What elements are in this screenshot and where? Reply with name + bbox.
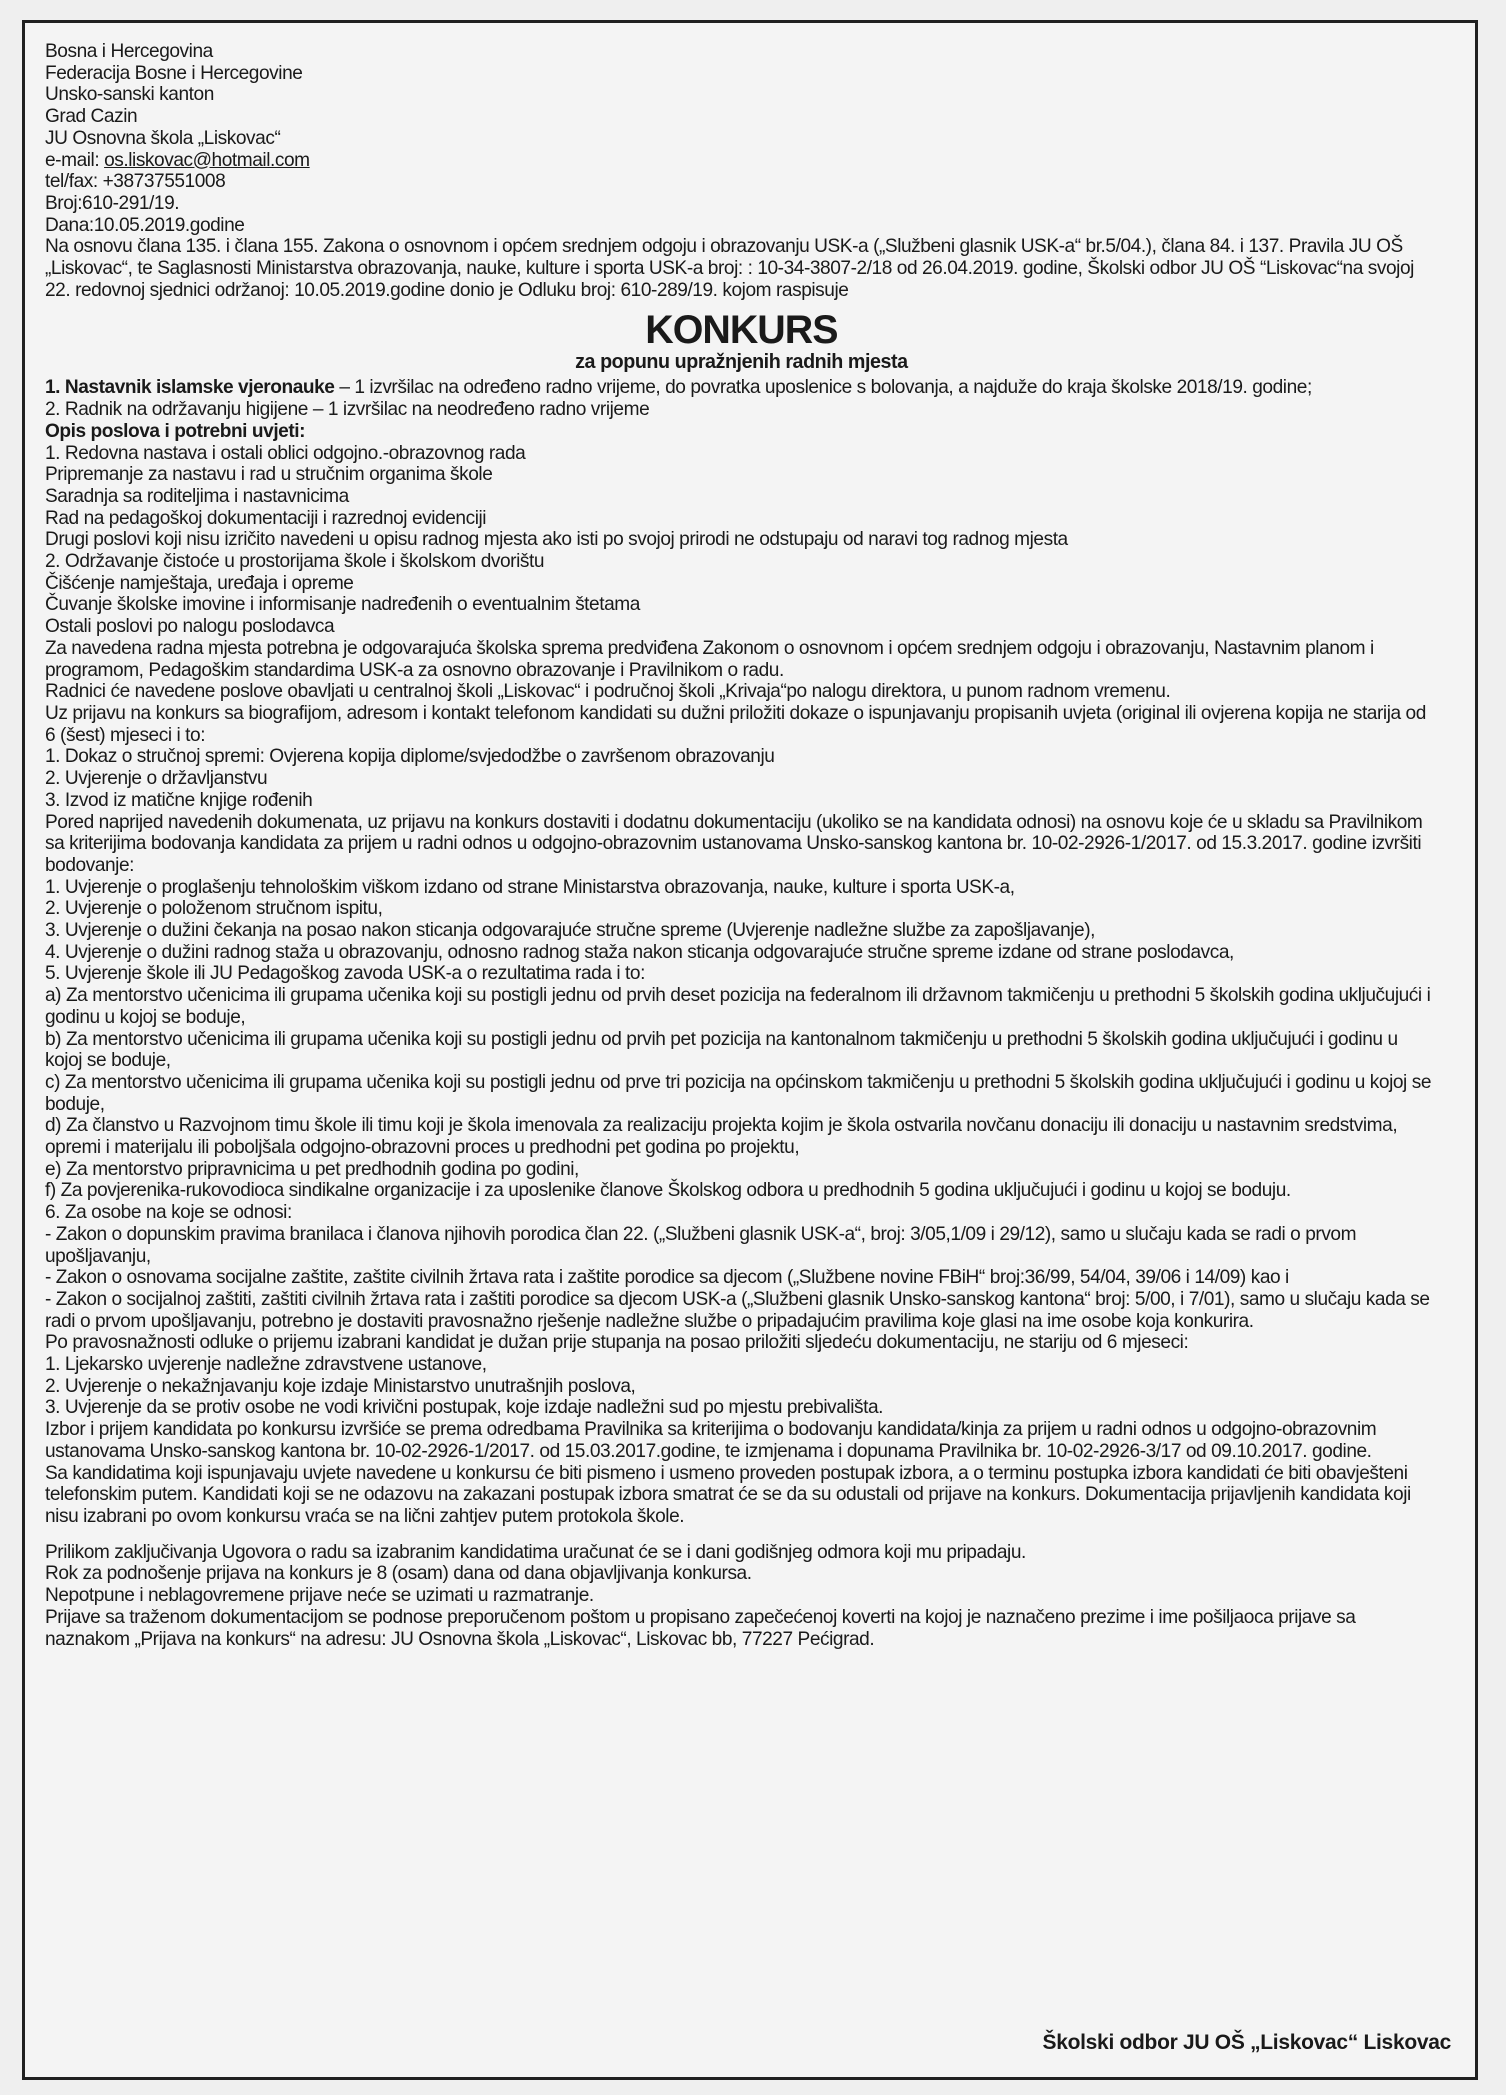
additional-doc-item: 1. Uvjerenje o proglašenju tehnološkim viškom izdano od strane Ministarstva obrazovanja, nauke, kulture i sporta USK-a, bbox=[45, 875, 1015, 898]
final-paragraph: Nepotpune i neblagovremene prijave neće se uzimati u razmatranje. bbox=[45, 1584, 594, 1607]
intro-paragraph: Na osnovu člana 135. i člana 155. Zakona o osnovnom i općem srednjem odgoju i obrazovanju USK-a („Službeni glasnik USK-a“ br.5/04.), člana 84. i 137. Pravila JU OŠ „Liskovac“, te Saglasnosti Ministarstva obrazovanja, nauke, kulture i sporta USK-a broj: : 10-34-3807-2/18 od 26.04.2019. godine, Školski odbor JU OŠ “Liskovac“na svojoj 22. redovnoj sjednici održanoj: 10.05.2019.godine donio je Odluku broj: 610-289/19. kojom raspisuje bbox=[45, 235, 1414, 301]
final-paragraph: Prilikom zaključivanja Ugovora o radu sa izabranim kandidatima uračunat će se i dani godišnjeg odmora koji mu pripadaju. bbox=[45, 1540, 1026, 1563]
duties-heading: Opis poslova i potrebni uvjeti: bbox=[45, 419, 306, 442]
body-paragraph: Za navedena radna mjesta potrebna je odgovarajuća školska sprema predviđena Zakonom o osnovnom i općem srednjem odgoju i obrazovanju, Nastavnim planom i programom, Pedagoškim standardima USK-a za osnovno obrazovanje i Pravilnikom o radu. bbox=[45, 636, 1374, 681]
additional-docs-intro: Pored naprijed navedenih dokumenata, uz prijavu na konkurs dostaviti i dodatnu dokumentaciju (ukoliko se na kandidata odnosi) na osnovu koje će u skladu sa Pravilnikom sa kriterijima bodovanja kandidata za prijem u radni odnos u odgojno-obrazovnim ustanovama Unsko-sanskog kantona br. 10-02-2926-1/2017. od 15.3.2017. godine izvršiti bodovanje: bbox=[45, 810, 1423, 876]
required-docs-list bbox=[45, 746, 1438, 811]
announcement-frame bbox=[22, 20, 1478, 2080]
additional-doc-item: 3. Uvjerenje o dužini čekanja na posao nakon sticanja odgovarajuće stručne spreme (Uvjerenje nadležne službe za zapošljavanje), bbox=[45, 919, 1096, 942]
body-paragraph: Radnici će navedene poslove obavljati u centralnoj školi „Liskovac“ i područnoj školi „Krivaja“po nalogu direktora, u punom radnom vremenu. bbox=[45, 680, 1171, 703]
email-label: e-mail: bbox=[45, 148, 105, 171]
paragraph-gap bbox=[45, 1528, 1438, 1542]
additional-docs-list bbox=[45, 877, 1438, 1333]
duty-item: 2. Održavanje čistoće u prostorijama škole i školskom dvorištu bbox=[45, 550, 545, 573]
header-school: JU Osnovna škola „Liskovac“ bbox=[45, 126, 281, 149]
duty-item: Rad na pedagoškoj dokumentaciji i razrednoj evidenciji bbox=[45, 506, 487, 529]
additional-doc-item: - Zakon o dopunskim pravima branilaca i članova njihovih porodica član 22. („Službeni glasnik USK-a“, broj: 3/05,1/09 i 29/12), samo u slučaju kada se radi o prvom upošljavanju, bbox=[45, 1222, 1357, 1267]
header-canton: Unsko-sanski kanton bbox=[45, 83, 214, 106]
body-paragraph: Uz prijavu na konkurs sa biografijom, adresom i kontakt telefonom kandidati su dužni priložiti dokaze o ispunjavanju propisanih uvjeta (original ili ovjerena kopija ne starija od 6 (šest) mjeseci i to: bbox=[45, 701, 1426, 746]
additional-doc-item: e) Za mentorstvo pripravnicima u pet predhodnih godina po godini, bbox=[45, 1157, 579, 1180]
additional-doc-item: - Zakon o osnovama socijalne zaštite, zaštite civilnih žrtava rata i zaštite porodice sa djecom („Službene novine FBiH“ broj:36/99, 54/04, 39/06 i 14/09) kao i bbox=[45, 1266, 1289, 1289]
position-item bbox=[45, 399, 1438, 421]
position-title: 1. Nastavnik islamske vjeronauke bbox=[45, 376, 335, 399]
duty-item: Čuvanje školske imovine i informisanje nadređenih o eventualnim štetama bbox=[45, 593, 640, 616]
additional-doc-item: 4. Uvjerenje o dužini radnog staža u obrazovanju, odnosno radnog staža nakon sticanja odgovarajuće stručne spreme izdane od strane poslodavca, bbox=[45, 940, 1234, 963]
duty-item: Ostali poslovi po nalogu poslodavca bbox=[45, 615, 335, 638]
additional-doc-item: f) Za povjerenika-rukovodioca sindikalne organizacije i za uposlenike članove Školskog odbora u predhodnih 5 godina uključujući i godinu u kojoj se boduju. bbox=[45, 1179, 1291, 1202]
signature: Školski odbor JU OŠ „Liskovac“ Liskovac bbox=[1042, 2031, 1451, 2054]
header-entity: Federacija Bosne i Hercegovine bbox=[45, 61, 303, 84]
after-selection-doc-item: 1. Ljekarsko uvjerenje nadležne zdravstvene ustanove, bbox=[45, 1353, 487, 1376]
header-phone: tel/fax: +38737551008 bbox=[45, 170, 226, 193]
closing-paragraph: Izbor i prijem kandidata po konkursu izvršiće se prema odredbama Pravilnika sa kriterijima o bodovanju kandidata/kinja za prijem u radni odnos u odgojno-obrazovnim ustanovama Unsko-sanskog kantona br. 10-02-2926-1/2017. od 15.03.2017.godine, te izmjenama i dopunama Pravilnika br. 10-02-2926-3/17 od 09.10.2017. godine. bbox=[45, 1418, 1377, 1462]
duty-item: Drugi poslovi koji nisu izričito navedeni u opisu radnog mjesta ako isti po svojoj prirodi ne odstupaju od naravi tog radnog mjesta bbox=[45, 528, 1068, 551]
position-text: – 1 izvršilac na određeno radno vrijeme, do povratka uposlenice s bolovanja, a najduže do kraja školske 2018/19. godine; bbox=[334, 376, 1312, 399]
position-text: 2. Radnik na održavanju higijene – 1 izvršilac na neodređeno radno vrijeme bbox=[45, 398, 650, 421]
additional-doc-item: - Zakon o socijalnoj zaštiti, zaštiti civilnih žrtava rata i zaštiti porodice sa djecom USK-a („Službeni glasnik Unsko-sanskog kantona“ broj: 5/00, i 7/01), samo u slučaju kada se radi o prvom upošljavanju, potrebno je dostaviti pravosnažno rješenje nadležne službe o pripadajućim pravilima koje glasi na ime osobe koja konkurira. bbox=[45, 1287, 1430, 1332]
additional-doc-item: b) Za mentorstvo učenicima ili grupama učenika koji su postigli jednu od prvih pet pozicija na kantonalnom takmičenju u prethodni 5 školskih godina uključujući i godinu u kojoj se boduje, bbox=[45, 1027, 1398, 1072]
announcement-content bbox=[45, 41, 1438, 1650]
additional-doc-item: c) Za mentorstvo učenicima ili grupama učenika koji su postigli jednu od prve tri pozicija na općinskom takmičenju u prethodni 5 školskih godina uključujući i godinu u kojoj se boduje, bbox=[45, 1070, 1432, 1115]
positions-list bbox=[45, 377, 1438, 420]
header-email-line bbox=[45, 150, 1438, 172]
document-subtitle: za popunu upražnjenih radnih mjesta bbox=[575, 351, 908, 374]
duty-item: Saradnja sa roditeljima i nastavnicima bbox=[45, 484, 349, 507]
additional-doc-item: 6. Za osobe na koje se odnosi: bbox=[45, 1201, 292, 1224]
email-link[interactable]: os.liskovac@hotmail.com bbox=[104, 148, 310, 171]
document-title: KONKURS bbox=[645, 308, 838, 353]
after-selection-doc-item: 3. Uvjerenje da se protiv osobe ne vodi krivični postupak, koje izdaje nadležni sud po mjestu prebivališta. bbox=[45, 1396, 884, 1419]
additional-doc-item: d) Za članstvo u Razvojnom timu škole ili timu koji je škola imenovala za realizaciju projekta kojim je škola ostvarila novčanu donaciju ili donaciju u nastavnim sredstvima, opremi i materijalu ili poboljšala odgojno-obrazovni proces u predhodni pet godina po projektu, bbox=[45, 1114, 1398, 1159]
header-city: Grad Cazin bbox=[45, 105, 138, 128]
duty-item: Pripremanje za nastavu i rad u stručnim organima škole bbox=[45, 463, 493, 486]
after-selection-docs-list bbox=[45, 1354, 1438, 1419]
final-paragraph: Prijave sa traženom dokumentacijom se podnose preporučenom poštom u propisano zapečećenoj koverti na kojoj je naznačeno prezime i ime pošiljaoca prijave sa naznakom „Prijava na konkurs“ na adresu: JU Osnovna škola „Liskovac“, Liskovac bb, 77227 Pećigrad. bbox=[45, 1605, 1356, 1650]
additional-doc-item: 2. Uvjerenje o položenom stručnom ispitu, bbox=[45, 897, 383, 920]
after-selection-doc-item: 2. Uvjerenje o nekažnjavanju koje izdaje Ministarstvo unutrašnjih poslova, bbox=[45, 1374, 636, 1397]
duties-list bbox=[45, 443, 1438, 638]
header-country: Bosna i Hercegovina bbox=[45, 40, 213, 62]
required-doc-item: 2. Uvjerenje o državljanstvu bbox=[45, 767, 268, 790]
after-selection-intro: Po pravosnažnosti odluke o prijemu izabrani kandidat je dužan prije stupanja na posao priložiti sljedeću dokumentaciju, ne stariju od 6 mjeseci: bbox=[45, 1331, 1189, 1354]
closing-paragraph: Sa kandidatima koji ispunjavaju uvjete navedene u konkursu će biti pismeno i usmeno proveden postupak izbora, a o terminu postupka izbora kandidati će biti obavješteni telefonskim putem. Kandidati koji se ne odazovu na zakazani postupak izbora smatrat će se da su odustali od prijave na konkurs. Dokumentacija prijavljenih kandidata koji nisu izabrani po ovom konkursu vraća se na lični zahtjev putem protokola škole. bbox=[45, 1461, 1411, 1527]
final-paragraph: Rok za podnošenje prijava na konkurs je 8 (osam) dana od dana objavljivanja konkursa. bbox=[45, 1562, 752, 1585]
duty-item: 1. Redovna nastava i ostali oblici odgojno.-obrazovnog rada bbox=[45, 441, 526, 464]
duty-item: Čišćenje namještaja, uređaja i opreme bbox=[45, 571, 354, 594]
header-number: Broj:610-291/19. bbox=[45, 191, 180, 214]
additional-doc-item: 5. Uvjerenje škole ili JU Pedagoškog zavoda USK-a o rezultatima rada i to: bbox=[45, 962, 645, 985]
additional-doc-item: a) Za mentorstvo učenicima ili grupama učenika koji su postigli jednu od prvih deset pozicija na federalnom ili državnom takmičenju u prethodni 5 školskih godina uključujući i godinu u kojoj se boduje, bbox=[45, 984, 1431, 1028]
header-date: Dana:10.05.2019.godine bbox=[45, 213, 245, 236]
position-item bbox=[45, 377, 1438, 399]
required-doc-item: 3. Izvod iz matične knjige rođenih bbox=[45, 788, 313, 811]
required-doc-item: 1. Dokaz o stručnoj spremi: Ovjerena kopija diplome/svjedodžbe o završenom obrazovanju bbox=[45, 745, 775, 768]
